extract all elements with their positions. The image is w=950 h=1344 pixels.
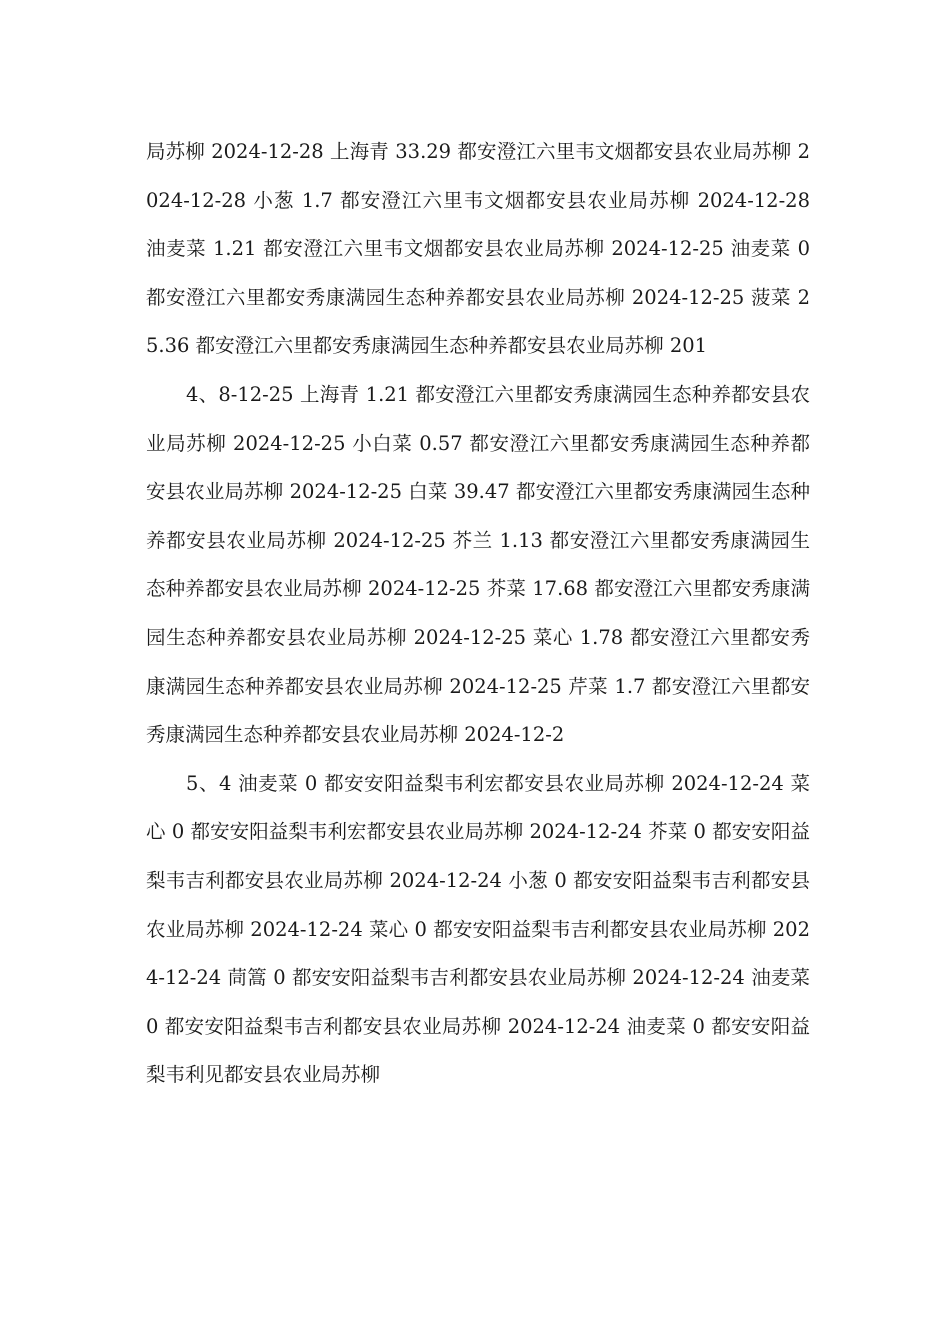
paragraph-continuation: 局苏柳 2024-12-28 上海青 33.29 都安澄江六里韦文烟都安县农业局苏柳 2024-12-28 小葱 1.7 都安澄江六里韦文烟都安县农业局苏柳 2024-12-28 油麦菜 1.21 都安澄江六里韦文烟都安县农业局苏柳 2024-12-25 油麦菜 0 都安澄江六里都安秀康满园生态种养都安县农业局苏柳 2024-12-25 菠菜 25.36 都安澄江六里都安秀康满园生态种养都安县农业局苏柳 201: [146, 140, 810, 358]
paragraph-item-5: 5、4 油麦菜 0 都安安阳益梨韦利宏都安县农业局苏柳 2024-12-24 菜心 0 都安安阳益梨韦利宏都安县农业局苏柳 2024-12-24 芥菜 0 都安安阳益梨韦吉利都安县农业局苏柳 2024-12-24 小葱 0 都安安阳益梨韦吉利都安县农业局苏柳 2024-12-24 菜心 0 都安安阳益梨韦吉利都安县农业局苏柳 2024-12-24 茼篙 0 都安安阳益梨韦吉利都安县农业局苏柳 2024-12-24 油麦菜 0 都安安阳益梨韦吉利都安县农业局苏柳 2024-12-24 油麦菜 0 都安安阳益梨韦利见都安县农业局苏柳: [146, 771, 810, 1087]
document-body: [146, 128, 810, 1100]
paragraph-item-4: 4、8-12-25 上海青 1.21 都安澄江六里都安秀康满园生态种养都安县农业局苏柳 2024-12-25 小白菜 0.57 都安澄江六里都安秀康满园生态种养都安县农业局苏柳 2024-12-25 白菜 39.47 都安澄江六里都安秀康满园生态种养都安县农业局苏柳 2024-12-25 芥兰 1.13 都安澄江六里都安秀康满园生态种养都安县农业局苏柳 2024-12-25 芥菜 17.68 都安澄江六里都安秀康满园生态种养都安县农业局苏柳 2024-12-25 菜心 1.78 都安澄江六里都安秀康满园生态种养都安县农业局苏柳 2024-12-25 芹菜 1.7 都安澄江六里都安秀康满园生态种养都安县农业局苏柳 2024-12-2: [146, 382, 810, 747]
